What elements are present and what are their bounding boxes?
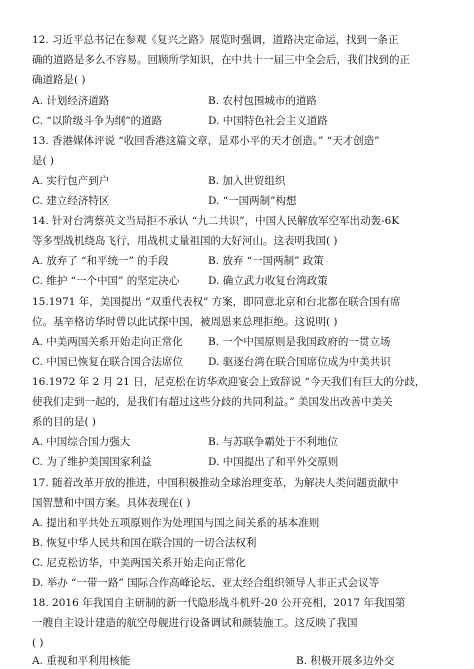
question-stem-line: 17. 随着改革开放的推进，中国积极推动全球治理变革，为解决人类问题贡献中 xyxy=(32,477,399,489)
question-stem-line: 13. 香港媒体评说 “收回香港这篇文章，是邓小平的天才创造。” “天才创造” xyxy=(32,135,380,147)
option-c: C. 为了维护美国国家利益 xyxy=(32,456,152,468)
option-a: A. 提出和平共处五项原则作为处理国与国之间关系的基本准则 xyxy=(32,517,320,529)
option-b: B. 与苏联争霸处于不利地位 xyxy=(208,436,338,448)
question-stem-line: 确的道路是多么不容易。回顾所学知识，在中共十一届三中全会后，我们找到的正 xyxy=(32,54,410,66)
option-a: A. 中国综合国力强大 xyxy=(32,436,131,448)
option-c: C. 维护 “一个中国” 的坚定决心 xyxy=(32,275,180,287)
question-stem-line: 18. 2016 年我国自主研制的新一代隐形战斗机歼-20 公开亮相，2017 年我国第 xyxy=(32,597,406,609)
question-stem-line: 16.1972 年 2 月 21 日，尼克松在访华欢迎宴会上致辞说 “今天我们有巨大的分歧， xyxy=(32,376,426,388)
question-stem-line: 系的目的是( ) xyxy=(32,416,97,428)
question-stem-line: 等多型战机绕岛飞行，用战机丈量祖国的大好河山。这表明我国( ) xyxy=(32,235,338,247)
option-d: D. “一国两制”构想 xyxy=(208,195,297,207)
option-d: D. 中国特色社会主义道路 xyxy=(208,115,328,127)
question-stem-line: 确道路是( ) xyxy=(32,74,86,86)
option-a: A. 中美两国关系开始走向正常化 xyxy=(32,336,183,348)
option-b: B. 恢复中华人民共和国在联合国的一切合法权利 xyxy=(32,537,257,549)
option-b: B. 积极开展多边外交 xyxy=(296,655,395,667)
option-d: D. 确立武力收复台湾政策 xyxy=(208,275,328,287)
option-d: D. 中国提出了和平外交原则 xyxy=(208,456,339,468)
option-c: C. 中国已恢复在联合国合法席位 xyxy=(32,356,183,368)
option-a: A. 计划经济道路 xyxy=(32,95,110,107)
question-stem-line: 位。基辛格访华时曾以此试探中国，被周恩来总理拒绝。这说明( ) xyxy=(32,316,338,328)
option-c: C. “以阶级斗争为纲”的道路 xyxy=(32,115,163,127)
option-a: A. 放弃了 “和平统一” 的手段 xyxy=(32,255,169,267)
option-c: C. 尼克松访华，中美两国关系开始走向正常化 xyxy=(32,557,246,569)
question-stem-line: ( ) xyxy=(32,637,44,649)
question-stem-line: 一艘自主设计建造的航空母舰进行设备调试和颜装施工。这反映了我国 xyxy=(32,617,358,629)
question-stem-line: 15.1971 年，美国提出 “双重代表权” 方案，即同意北京和台北都在联合国有席 xyxy=(32,296,401,308)
option-b: B. 一个中国原则是我国政府的一贯立场 xyxy=(208,336,391,348)
option-d: D. 驱逐台湾在联合国席位成为中美共识 xyxy=(208,356,391,368)
question-stem-line: 是( ) xyxy=(32,155,55,167)
question-stem-line: 14. 针对台湾蔡英文当局拒不承认 “九二共识”，中国人民解放军空军出动轰-6K xyxy=(32,215,400,227)
option-b: B. 加入世贸组织 xyxy=(208,175,286,187)
question-stem-line: 12. 习近平总书记在参观《复兴之路》展览时强调，道路决定命运，找到一条正 xyxy=(32,34,399,46)
option-a: A. 实行包产到户 xyxy=(32,175,110,187)
option-a: A. 重视和平利用核能 xyxy=(32,655,131,667)
option-d: D. 举办 “一带一路” 国际合作高峰论坛、亚太经合组织领导人非正式会议等 xyxy=(32,577,380,589)
option-b: B. 农村包围城市的道路 xyxy=(208,95,317,107)
option-c: C. 建立经济特区 xyxy=(32,195,110,207)
question-stem-line: 国智慧和中国方案。具体表现在( ) xyxy=(32,497,191,509)
option-b: B. 放弃 “一国两制” 政策 xyxy=(208,255,324,267)
question-stem-line: 使我们走到一起的，是我们有超过这些分歧的共同利益。” 美国发出改善中美关 xyxy=(32,396,393,408)
